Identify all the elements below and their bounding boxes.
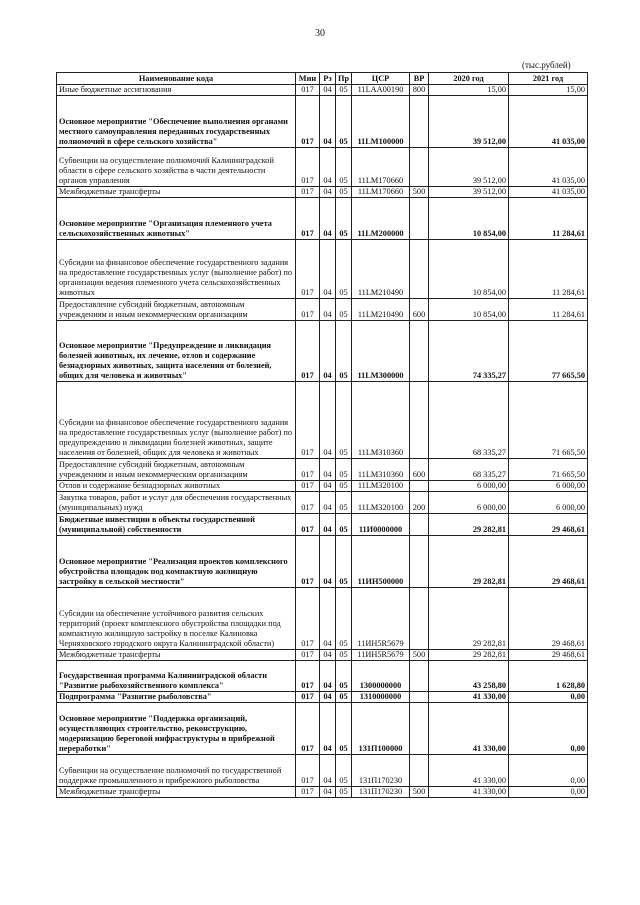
cell-y2021: 6 000,00: [509, 481, 588, 492]
cell-vr: 600: [410, 299, 429, 321]
cell-csr: 131П170230: [352, 787, 410, 798]
cell-y2020: 39 512,00: [429, 96, 509, 148]
page-number: 30: [315, 28, 325, 39]
cell-vr: [410, 148, 429, 187]
cell-rz: 04: [320, 299, 336, 321]
cell-name: Субвенции на осуществление полномочий Калининградской области в сфере сельского хозяйства в части деятельности органов управления: [57, 148, 296, 187]
cell-name: Субсидии на обеспечение устойчивого развития сельских территорий (проект комплексного обустройства площадки под компактную жилищную застройку в поселке Калиновка Черняховского городского округа Калининградской области): [57, 588, 296, 650]
table-row: [57, 240, 588, 299]
cell-y2020: 41 330,00: [429, 692, 509, 703]
cell-min: 017: [296, 148, 320, 187]
cell-vr: [410, 382, 429, 459]
cell-min: 017: [296, 692, 320, 703]
table-row: [57, 514, 588, 536]
cell-y2021: 29 468,61: [509, 536, 588, 588]
cell-csr: 131П170230: [352, 755, 410, 787]
cell-y2021: 29 468,61: [509, 650, 588, 661]
cell-min: 017: [296, 514, 320, 536]
cell-name: Основное мероприятие "Обеспечение выполнения органами местного самоуправления переданных государственных полномочий в сфере сельского хозяйства": [57, 96, 296, 148]
table-body: [57, 85, 588, 798]
cell-vr: 500: [410, 787, 429, 798]
cell-rz: 04: [320, 321, 336, 382]
cell-y2021: 11 284,61: [509, 299, 588, 321]
cell-y2020: 43 258,80: [429, 661, 509, 692]
cell-y2020: 29 282,81: [429, 514, 509, 536]
cell-min: 017: [296, 650, 320, 661]
cell-pr: 05: [336, 187, 352, 198]
cell-pr: 05: [336, 536, 352, 588]
header-pr: Пр: [336, 73, 352, 85]
cell-csr: 11LM170660: [352, 187, 410, 198]
cell-y2020: 68 335,27: [429, 459, 509, 481]
cell-rz: 04: [320, 692, 336, 703]
cell-y2021: 6 000,00: [509, 492, 588, 514]
cell-vr: [410, 96, 429, 148]
cell-vr: [410, 755, 429, 787]
cell-rz: 04: [320, 187, 336, 198]
table-row: [57, 481, 588, 492]
cell-y2020: 74 335,27: [429, 321, 509, 382]
cell-rz: 04: [320, 650, 336, 661]
header-min: Мин: [296, 73, 320, 85]
header-2020: 2020 год: [429, 73, 509, 85]
cell-csr: 11LM320100: [352, 492, 410, 514]
cell-csr: 11LAA00190: [352, 85, 410, 96]
cell-y2020: 6 000,00: [429, 481, 509, 492]
cell-y2020: 41 330,00: [429, 787, 509, 798]
table-row: [57, 536, 588, 588]
cell-rz: 04: [320, 492, 336, 514]
cell-pr: 05: [336, 514, 352, 536]
cell-name: Предоставление субсидий бюджетным, автономным учреждениям и иным некоммерческим организациям: [57, 459, 296, 481]
cell-name: Основное мероприятие "Предупреждение и ликвидация болезней животных, их лечение, отлов и содержание безнадзорных животных, защита населения от болезней, общих для человека и животных": [57, 321, 296, 382]
cell-name: Субвенции на осуществление полномочий по государственной поддержке промышленного и прибрежного рыболовства: [57, 755, 296, 787]
cell-pr: 05: [336, 755, 352, 787]
cell-pr: 05: [336, 198, 352, 240]
cell-y2021: 11 284,61: [509, 240, 588, 299]
cell-vr: [410, 692, 429, 703]
table-row: [57, 187, 588, 198]
cell-vr: [410, 198, 429, 240]
cell-y2020: 39 512,00: [429, 148, 509, 187]
cell-csr: 11И0000000: [352, 514, 410, 536]
cell-y2020: 29 282,81: [429, 650, 509, 661]
table-row: [57, 492, 588, 514]
cell-min: 017: [296, 492, 320, 514]
cell-csr: 11LM310360: [352, 459, 410, 481]
cell-vr: [410, 481, 429, 492]
cell-csr: 1300000000: [352, 661, 410, 692]
cell-rz: 04: [320, 481, 336, 492]
cell-vr: [410, 240, 429, 299]
header-rz: Рз: [320, 73, 336, 85]
cell-y2021: 15,00: [509, 85, 588, 96]
table-row: [57, 85, 588, 96]
header-2021: 2021 год: [509, 73, 588, 85]
cell-name: Субсидии на финансовое обеспечение государственного задания на предоставление государственных услуг (выполнение работ) по организации ведения племенного учета сельскохозяйственных животных: [57, 240, 296, 299]
table-row: [57, 588, 588, 650]
cell-y2021: 1 628,80: [509, 661, 588, 692]
cell-y2021: 41 035,00: [509, 187, 588, 198]
cell-pr: 05: [336, 299, 352, 321]
cell-y2021: 11 284,61: [509, 198, 588, 240]
cell-csr: 1310000000: [352, 692, 410, 703]
cell-y2020: 10 854,00: [429, 198, 509, 240]
cell-csr: 11LM210490: [352, 299, 410, 321]
cell-y2021: 29 468,61: [509, 514, 588, 536]
cell-rz: 04: [320, 536, 336, 588]
cell-y2020: 29 282,81: [429, 588, 509, 650]
cell-y2021: 0,00: [509, 692, 588, 703]
cell-y2021: 77 665,50: [509, 321, 588, 382]
cell-min: 017: [296, 459, 320, 481]
cell-name: Государственная программа Калининградской области "Развитие рыбохозяйственного комплекса": [57, 661, 296, 692]
cell-rz: 04: [320, 661, 336, 692]
cell-name: Отлов и содержание безнадзорных животных: [57, 481, 296, 492]
budget-table: [56, 72, 588, 798]
cell-vr: [410, 536, 429, 588]
cell-csr: 11LM310360: [352, 382, 410, 459]
cell-rz: 04: [320, 588, 336, 650]
cell-vr: 800: [410, 85, 429, 96]
cell-name: Подпрограмма "Развитие рыболовства": [57, 692, 296, 703]
cell-pr: 05: [336, 692, 352, 703]
cell-name: Закупка товаров, работ и услуг для обеспечения государственных (муниципальных) нужд: [57, 492, 296, 514]
cell-min: 017: [296, 481, 320, 492]
cell-vr: 600: [410, 459, 429, 481]
cell-pr: 05: [336, 481, 352, 492]
cell-rz: 04: [320, 85, 336, 96]
cell-vr: [410, 588, 429, 650]
cell-rz: 04: [320, 514, 336, 536]
cell-name: Межбюджетные трансферты: [57, 187, 296, 198]
cell-name: Основное мероприятие "Организация племенного учета сельскохозяйственных животных": [57, 198, 296, 240]
cell-name: Межбюджетные трансферты: [57, 650, 296, 661]
cell-name: Иные бюджетные ассигнования: [57, 85, 296, 96]
cell-rz: 04: [320, 198, 336, 240]
table-row: [57, 661, 588, 692]
cell-min: 017: [296, 787, 320, 798]
cell-y2021: 0,00: [509, 703, 588, 755]
header-vr: ВР: [410, 73, 429, 85]
cell-pr: 05: [336, 85, 352, 96]
table-row: [57, 299, 588, 321]
cell-y2020: 6 000,00: [429, 492, 509, 514]
cell-vr: 500: [410, 187, 429, 198]
cell-vr: [410, 514, 429, 536]
cell-pr: 05: [336, 650, 352, 661]
cell-pr: 05: [336, 787, 352, 798]
cell-csr: 11LM210490: [352, 240, 410, 299]
cell-y2021: 71 665,50: [509, 382, 588, 459]
cell-min: 017: [296, 536, 320, 588]
cell-csr: 131П100000: [352, 703, 410, 755]
cell-csr: 11LM200000: [352, 198, 410, 240]
cell-pr: 05: [336, 703, 352, 755]
cell-min: 017: [296, 588, 320, 650]
cell-rz: 04: [320, 96, 336, 148]
cell-pr: 05: [336, 661, 352, 692]
table-row: [57, 703, 588, 755]
cell-y2021: 71 665,50: [509, 459, 588, 481]
cell-rz: 04: [320, 382, 336, 459]
cell-y2021: 0,00: [509, 787, 588, 798]
cell-csr: 11LM170660: [352, 148, 410, 187]
table-row: [57, 382, 588, 459]
cell-min: 017: [296, 96, 320, 148]
cell-y2020: 39 512,00: [429, 187, 509, 198]
cell-y2021: 41 035,00: [509, 148, 588, 187]
cell-vr: [410, 703, 429, 755]
cell-csr: 11ИН500000: [352, 536, 410, 588]
cell-y2021: 29 468,61: [509, 588, 588, 650]
cell-csr: 11ИН5R5679: [352, 588, 410, 650]
cell-min: 017: [296, 85, 320, 96]
cell-pr: 05: [336, 148, 352, 187]
cell-csr: 11ИН5R5679: [352, 650, 410, 661]
cell-rz: 04: [320, 755, 336, 787]
cell-name: Бюджетные инвестиции в объекты государственной (муниципальной) собственности: [57, 514, 296, 536]
cell-csr: 11LM100000: [352, 96, 410, 148]
table-row: [57, 148, 588, 187]
cell-pr: 05: [336, 96, 352, 148]
header-name: Наименование кода: [57, 73, 296, 85]
cell-y2021: 41 035,00: [509, 96, 588, 148]
cell-vr: 500: [410, 650, 429, 661]
cell-vr: 200: [410, 492, 429, 514]
table-row: [57, 755, 588, 787]
cell-min: 017: [296, 703, 320, 755]
cell-vr: [410, 661, 429, 692]
table-header-row: [57, 73, 588, 85]
cell-pr: 05: [336, 459, 352, 481]
cell-min: 017: [296, 198, 320, 240]
table-row: [57, 96, 588, 148]
cell-name: Предоставление субсидий бюджетным, автономным учреждениям и иным некоммерческим организациям: [57, 299, 296, 321]
cell-y2020: 10 854,00: [429, 299, 509, 321]
cell-pr: 05: [336, 240, 352, 299]
cell-name: Межбюджетные трансферты: [57, 787, 296, 798]
table-row: [57, 650, 588, 661]
cell-pr: 05: [336, 321, 352, 382]
cell-y2020: 68 335,27: [429, 382, 509, 459]
cell-y2020: 10 854,00: [429, 240, 509, 299]
cell-rz: 04: [320, 240, 336, 299]
cell-min: 017: [296, 755, 320, 787]
cell-min: 017: [296, 240, 320, 299]
cell-vr: [410, 321, 429, 382]
cell-y2020: 41 330,00: [429, 755, 509, 787]
table-row: [57, 321, 588, 382]
cell-y2020: 15,00: [429, 85, 509, 96]
table-row: [57, 692, 588, 703]
cell-y2020: 41 330,00: [429, 703, 509, 755]
cell-pr: 05: [336, 588, 352, 650]
cell-rz: 04: [320, 787, 336, 798]
cell-rz: 04: [320, 459, 336, 481]
cell-name: Субсидии на финансовое обеспечение государственного задания на предоставление государственных услуг (выполнение работ) по предупреждению и ликвидации болезней животных, защите населения от болезней, общих для человека и животных: [57, 382, 296, 459]
cell-pr: 05: [336, 382, 352, 459]
cell-rz: 04: [320, 148, 336, 187]
cell-name: Основное мероприятие "Поддержка организаций, осуществляющих строительство, реконструкцию, модернизацию береговой инфраструктуры и прибрежной переработки": [57, 703, 296, 755]
cell-csr: 11LM300000: [352, 321, 410, 382]
cell-rz: 04: [320, 703, 336, 755]
table-row: [57, 787, 588, 798]
cell-min: 017: [296, 299, 320, 321]
cell-min: 017: [296, 661, 320, 692]
table-row: [57, 198, 588, 240]
table-row: [57, 459, 588, 481]
cell-pr: 05: [336, 492, 352, 514]
cell-min: 017: [296, 187, 320, 198]
cell-y2020: 29 282,81: [429, 536, 509, 588]
cell-y2021: 0,00: [509, 755, 588, 787]
cell-min: 017: [296, 382, 320, 459]
cell-name: Основное мероприятие "Реализация проектов комплексного обустройства площадок под компактную жилищную застройку в сельской местности": [57, 536, 296, 588]
cell-csr: 11LM320100: [352, 481, 410, 492]
units-label: (тыс.рублей): [522, 60, 571, 70]
header-csr: ЦСР: [352, 73, 410, 85]
cell-min: 017: [296, 321, 320, 382]
